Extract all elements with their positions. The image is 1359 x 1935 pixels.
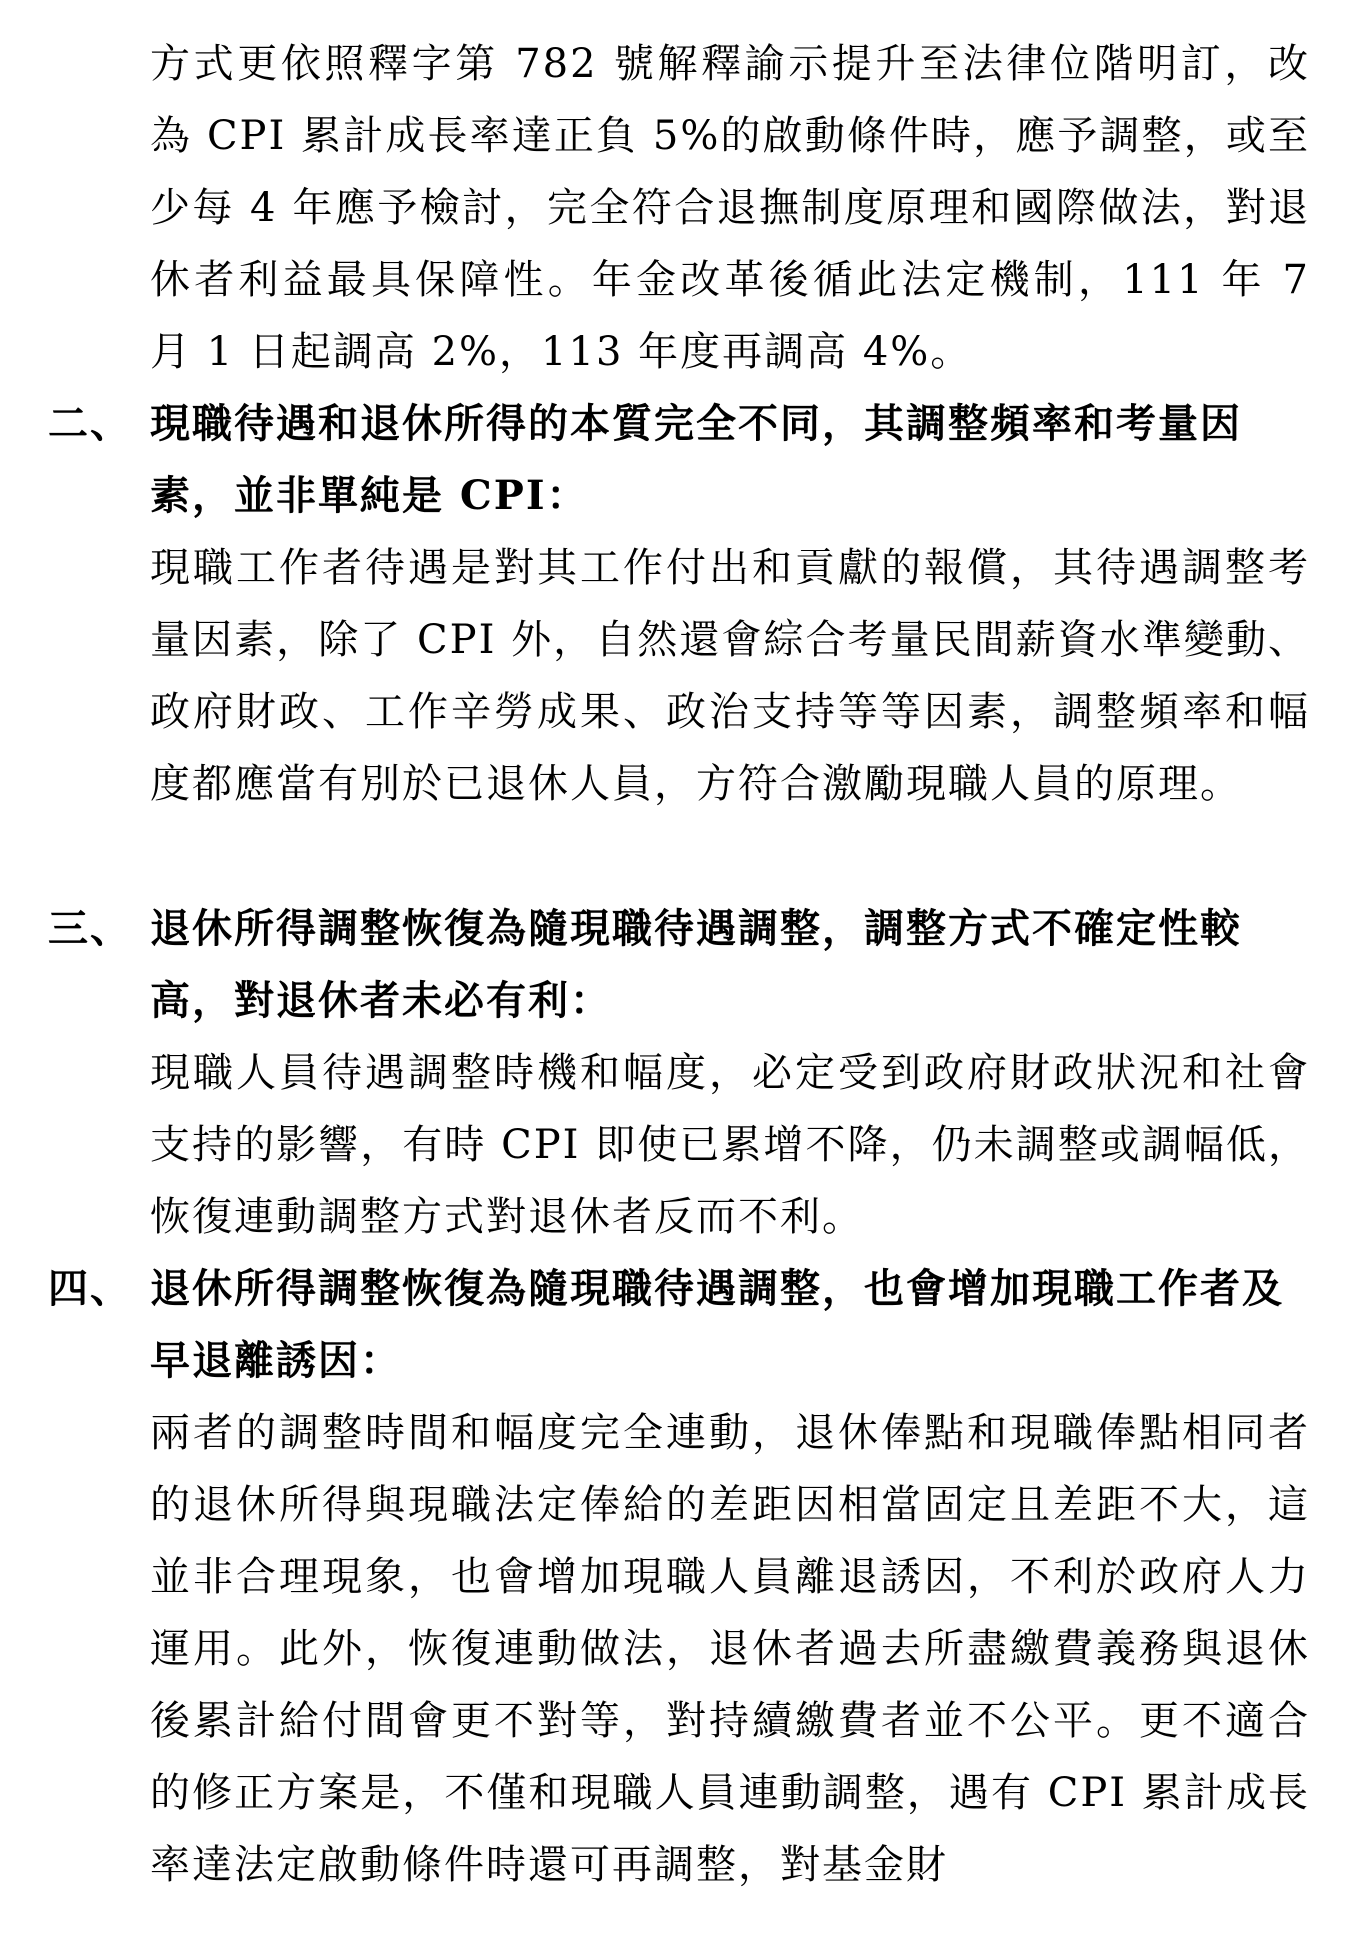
section-heading-text: 退休所得調整恢復為隨現職待遇調整，也會增加現職工作者及早退離誘因： [150, 1265, 1284, 1384]
section-number: 三、 [48, 905, 132, 952]
section-number: 二、 [48, 400, 132, 447]
section-4 [48, 1253, 1310, 1901]
section-2 [48, 388, 1310, 820]
section-3 [48, 893, 1310, 1253]
section-body: 現職人員待遇調整時機和幅度，必定受到政府財政狀況和社會支持的影響，有時 CPI 即使已累增不降，仍未調整或調幅低，恢復連動調整方式對退休者反而不利。 [150, 1050, 1310, 1240]
section-number: 四、 [48, 1265, 132, 1312]
section-body: 兩者的調整時間和幅度完全連動，退休俸點和現職俸點相同者的退休所得與現職法定俸給的差距因相當固定且差距不大，這並非合理現象，也會增加現職人員離退誘因，不利於政府人力運用。此外，恢復連動做法，退休者過去所盡繳費義務與退休後累計給付間會更不對等，對持續繳費者並不公平。更不適合的修正方案是，不僅和現職人員連動調整，遇有 CPI 累計成長率達法定啟動條件時還可再調整，對基金財 [150, 1410, 1310, 1888]
section-heading [48, 388, 1310, 532]
section-body: 現職工作者待遇是對其工作付出和貢獻的報償，其待遇調整考量因素，除了 CPI 外，自然還會綜合考量民間薪資水準變動、政府財政、工作辛勞成果、政治支持等等因素，調整頻率和幅度都應當有別於已退休人員，方符合激勵現職人員的原理。 [150, 545, 1310, 807]
section-heading [48, 1253, 1310, 1397]
section-heading-text: 現職待遇和退休所得的本質完全不同，其調整頻率和考量因素，並非單純是 CPI： [150, 400, 1242, 519]
section-heading-text: 退休所得調整恢復為隨現職待遇調整，調整方式不確定性較高，對退休者未必有利： [150, 905, 1242, 1024]
section-heading [48, 893, 1310, 1037]
intro-paragraph: 方式更依照釋字第 782 號解釋諭示提升至法律位階明訂，改為 CPI 累計成長率達正負 5%的啟動條件時，應予調整，或至少每 4 年應予檢討，完全符合退撫制度原理和國際做法，對退休者利益最具保障性。年金改革後循此法定機制，111 年 7 月 1 日起調高 2%，113 年度再調高 4%。 [150, 41, 1310, 375]
